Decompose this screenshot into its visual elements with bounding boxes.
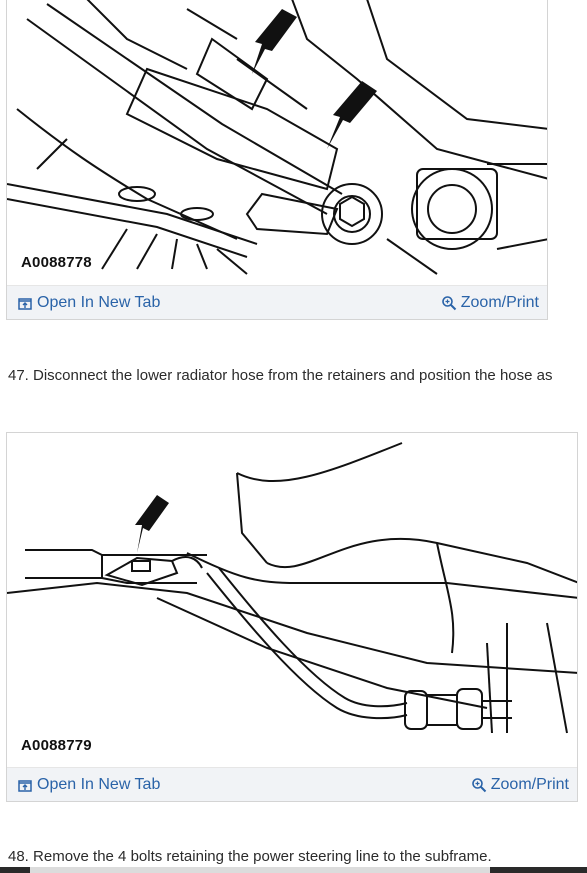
figure-action-bar xyxy=(7,285,547,319)
bottom-strip-gap xyxy=(30,867,490,873)
zoom-print-link[interactable] xyxy=(471,776,569,794)
figure-action-bar xyxy=(7,767,577,801)
open-in-new-tab-link[interactable] xyxy=(17,294,160,312)
figure-card-1 xyxy=(6,0,548,320)
step-48-text: 48. Remove the 4 bolts retaining the power steering line to the subframe. xyxy=(8,848,492,865)
diagram-a0088779 xyxy=(7,433,577,767)
open-in-new-tab-link[interactable] xyxy=(17,776,160,794)
open-new-tab-icon xyxy=(17,295,33,311)
step-47-text: 47. Disconnect the lower radiator hose from the retainers and position the hose as xyxy=(8,367,553,384)
zoom-print-link[interactable] xyxy=(441,294,539,312)
open-new-tab-icon xyxy=(17,777,33,793)
open-in-new-tab-label: Open In New Tab xyxy=(37,775,161,793)
figure-card-2 xyxy=(6,432,578,802)
open-in-new-tab-label: Open In New Tab xyxy=(37,293,161,311)
zoom-print-label: Zoom/Print xyxy=(490,775,569,793)
figure-illustration-2[interactable] xyxy=(7,433,577,767)
bottom-scroll-strip xyxy=(0,867,587,873)
zoom-print-label: Zoom/Print xyxy=(460,293,539,311)
zoom-icon xyxy=(471,777,487,793)
diagram-a0088778 xyxy=(7,0,547,285)
figure-id-label: A0088778 xyxy=(21,254,92,271)
zoom-icon xyxy=(441,295,457,311)
figure-id-label: A0088779 xyxy=(21,737,92,754)
figure-illustration-1[interactable] xyxy=(7,0,547,285)
